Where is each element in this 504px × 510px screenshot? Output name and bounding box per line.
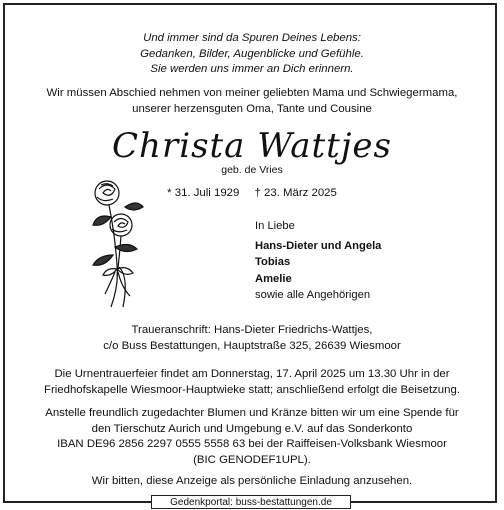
invitation-note: Wir bitten, diese Anzeige als persönliche Einladung anzusehen. [91, 475, 413, 487]
mourner-name: Tobias [255, 256, 291, 269]
ceremony-line: Friedhofskapelle Wiesmoor-Hauptwieke statt; anschließend erfolgt die Beisetzung. [44, 383, 460, 396]
motto-line: Sie werden uns immer an Dich erinnern. [150, 63, 354, 76]
mourner-name: Amelie [255, 272, 292, 285]
intro-line: unserer herzensguten Oma, Tante und Cousine [132, 102, 372, 115]
death-date: † 23. März 2025 [254, 187, 337, 199]
obituary-frame [3, 3, 497, 503]
roses-illustration [85, 177, 155, 317]
donation-line: den Tierschutz Aurich und Umgebung e.V. auf das Sonderkonto [91, 422, 413, 435]
motto-line: Gedanken, Bilder, Augenblicke und Gefühle. [140, 47, 364, 60]
life-dates [5, 186, 499, 202]
memorial-portal-link[interactable]: Gedenkportal: buss-bestattungen.de [151, 495, 351, 509]
mourners-intro: In Liebe [255, 220, 295, 232]
mourners-list [255, 218, 381, 303]
maiden-name: geb. de Vries [221, 164, 283, 176]
birth-date: * 31. Juli 1929 [167, 187, 240, 199]
donation-line: IBAN DE96 2856 2297 0555 5558 63 bei der Raiffeisen-Volksbank Wiesmoor [57, 438, 447, 451]
donation-info [5, 406, 499, 468]
address-line: Traueranschrift: Hans-Dieter Friedrichs-Wattjes, [131, 324, 373, 336]
farewell-intro [5, 86, 499, 117]
donation-line: Anstelle freundlich zugedachter Blumen und Kränze bitten wir um eine Spende für [45, 407, 459, 419]
deceased-name: Christa Wattjes [112, 126, 392, 166]
mourner-name: Hans-Dieter und Angela [255, 240, 382, 253]
address-line: c/o Buss Bestattungen, Hauptstraße 325, 26639 Wiesmoor [103, 339, 401, 352]
motto-poem [5, 31, 499, 78]
motto-line: Und immer sind da Spuren Deines Lebens: [143, 32, 361, 44]
ceremony-line: Die Urnentrauerfeier findet am Donnerstag, 17. April 2025 um 13.30 Uhr in der [54, 368, 450, 380]
mourning-address [5, 323, 499, 354]
intro-line: Wir müssen Abschied nehmen von meiner geliebten Mama und Schwiegermama, [46, 87, 458, 99]
mourners-others: sowie alle Angehörigen [255, 288, 371, 301]
donation-line: (BIC GENODEF1UPL). [193, 453, 311, 466]
ceremony-info [5, 367, 499, 398]
